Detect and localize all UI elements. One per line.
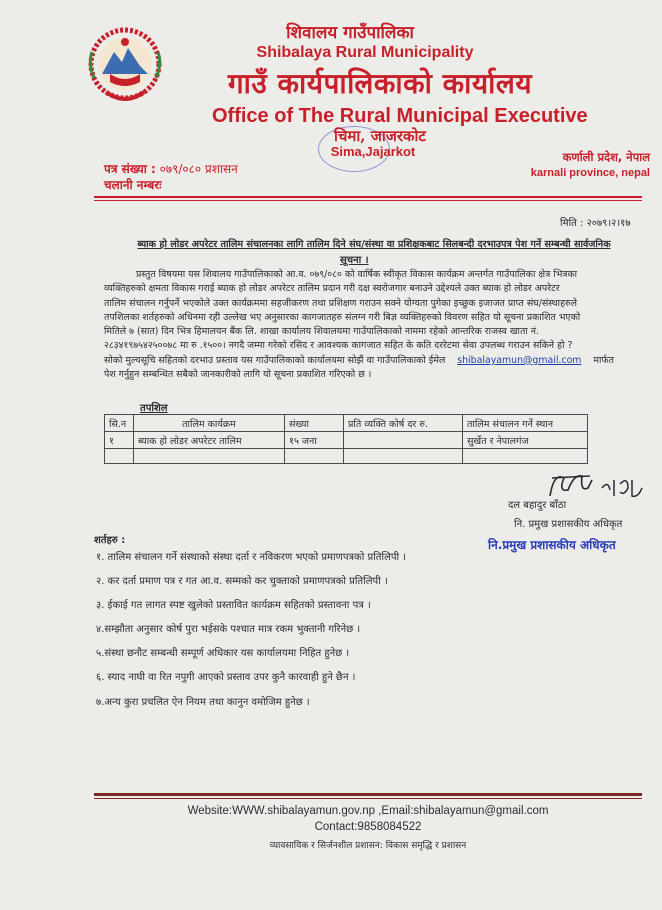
table-cell	[463, 449, 588, 464]
table-cell	[344, 432, 463, 449]
letter-number	[104, 160, 238, 177]
dispatch-number-label: चलानी नम्बरः	[104, 178, 162, 192]
table-header: प्रति व्यक्ति कोर्ष दर रु.	[344, 415, 463, 432]
signatory-title: नि. प्रमुख प्रशासकीय अधिकृत	[514, 519, 623, 530]
table-header: तालिम कार्यक्रम	[134, 415, 285, 432]
body-line-tail: मार्फत	[593, 354, 614, 366]
table-cell	[105, 449, 134, 464]
office-name-np: गाउँ कार्यपालिकाको कार्यालय	[227, 67, 533, 100]
table-row	[105, 432, 588, 449]
designation-stamp: नि.प्रमुख प्रशासकीय अधिकृत	[488, 538, 616, 552]
body-line: व्यक्तिहरुको क्षमता विकास गराई ब्याक हो लोडर अपरेटर तालिम प्रदान गरी दक्ष स्वरोजगार बनाउने उद्देश्यले उक्त ब्याक हो लोडर अपरेटर	[104, 283, 560, 295]
table-cell: १५ जना	[285, 432, 344, 449]
footer-divider	[94, 793, 642, 796]
table-cell: सुर्खेत र नेपालगंज	[463, 432, 588, 449]
footer-divider-thin	[94, 798, 642, 799]
table-header-row	[105, 415, 588, 432]
details-heading: तपशिल	[140, 403, 168, 414]
body-line: तपशिलका शर्तहरुको अधिनमा रही उल्लेख भए अनुसारका कागजातहरु संलग्न गरी बिज्ञ व्यक्तिहरुको विवरण सहित यो सूचना प्रकाशित भएको	[104, 311, 581, 323]
list-item: ४.सम्झौता अनुसार कोर्ष पुरा भईसके पश्चात मात्र रकम भुक्तानी गरिनेछ ।	[96, 624, 361, 636]
table-cell: ब्याक हो लोडर अपरेटर तालिम	[134, 432, 285, 449]
notice-heading: सूचना ।	[340, 255, 369, 266]
terms-heading: शर्तहरु :	[94, 535, 126, 546]
list-item: २. कर दर्ता प्रमाण पत्र र गत आ.व. सम्मको कर चुक्ताको प्रमाणपत्रको प्रतिलिपी ।	[96, 576, 388, 588]
notice-subject: ब्याक हो लोडर अपरेटर तालिम संचालनका लागि तालिम दिने संघ/संस्था वा प्रशिक्षकबाट सिलबन्दी दरभाउपत्र पेश गर्ने सम्बन्धी सार्वजनिक	[137, 239, 611, 250]
signatory-name: दल बहादुर बाँठा	[508, 500, 567, 511]
body-line: तालिम संचालन गर्नुपर्ने भएकोले उक्त कार्यक्रममा सहजीकरण तथा प्रशिक्षण गराउन सक्ने योग्यता पुगेका इच्छुक इजाजत प्राप्त संघ/संस्थाहरुले	[104, 297, 578, 309]
body-line: पेश गर्नुहुन सम्बन्धित सबैको जानकारीको लागि यो सूचना प्रकाशित गरिएको छ ।	[104, 369, 372, 381]
body-line: मितिले ७ (सात) दिन भित्र हिमालयन बैंक लि. शाखा कार्यालय शिवालयमा गाउँपालिकाको नाममा रहेको आन्तरिक राजस्व खाता नं.	[104, 326, 539, 338]
header-divider-thin	[94, 200, 642, 201]
footer-contact: Contact:9858084522	[314, 821, 422, 833]
list-item: ३. ईकाई गत लागत स्पष्ट खुलेको प्रस्तावित कार्यक्रम सहितको प्रस्तावना पत्र ।	[96, 600, 371, 612]
table-header: तालिम संचालन गर्ने स्थान	[463, 415, 588, 432]
place-en: Sima,Jajarkot	[330, 144, 416, 159]
footer-website: Website:WWW.shibalayamun.gov.np ,Email:shibalayamun@gmail.com	[187, 805, 549, 817]
province-np: कर्णाली प्रदेश, नेपाल	[562, 150, 650, 164]
province-block	[520, 149, 650, 181]
email-link[interactable]: shibalayamun@gmail.com	[457, 354, 582, 366]
office-name-en: Office of The Rural Municipal Executive	[212, 105, 588, 127]
notice-body	[104, 268, 644, 382]
municipality-name-np: शिवालय गाउँपालिका	[286, 23, 414, 43]
table-cell	[134, 449, 285, 464]
list-item: १. तालिम संचालन गर्ने संस्थाको संस्था दर्ता र नविकरण भएको प्रमाणपत्रको प्रतिलिपी ।	[96, 552, 407, 563]
table-cell	[285, 449, 344, 464]
letter-number-label: पत्र संख्या :	[104, 162, 156, 176]
table-header: सि.न	[105, 415, 134, 432]
body-line-email	[104, 354, 644, 368]
table-header: संख्या	[285, 415, 344, 432]
terms-list	[96, 548, 406, 717]
letter-date: मिति : २०७९।२।१७	[560, 218, 631, 229]
list-item: ६. स्याद नाघी वा रित नपुगी आएको प्रस्ताव उपर कुनै कारवाही हुने छैन ।	[96, 672, 356, 684]
body-line: सोको मुल्यसूचि सहितको दरभाउ प्रस्ताव यस गाउँपालिकाको कार्यालयमा सोझैं वा गाउँपालिकाको ईमेल	[104, 354, 446, 366]
nepal-emblem-icon	[84, 22, 166, 110]
body-line: २८३४१९७५४२५००७८ मा रु .१५००। नगदै जम्मा गरेको रसिद र आवश्यक कागजात सहित के कति दररेटमा सेवा उपलब्ध गराउन सकिने हो ?	[104, 340, 573, 352]
place-np: चिमा, जाजरकोट	[334, 127, 426, 145]
list-item: ५.संस्था छनौट सम्बन्धी सम्पूर्ण अधिकार यस कार्यालयमा निहित हुनेछ ।	[96, 648, 350, 660]
training-table	[104, 414, 588, 464]
letter-number-value: ०७९/०८० प्रशासन	[159, 162, 238, 176]
table-cell	[344, 449, 463, 464]
municipality-name-en: Shibalaya Rural Municipality	[256, 44, 474, 61]
province-en: karnali province, nepal	[530, 167, 650, 179]
table-cell: १	[105, 432, 134, 449]
footer-tagline: व्यावसायिक र सिर्जनशील प्रशासन: विकास समृद्धि र प्रशासन	[269, 841, 467, 851]
body-line: प्रस्तुत विषयमा यस शिवालय गाउँपालिकाको आ.व. ०७९/०८० को वार्षिक स्वीकृत विकास कार्यक्रम अन्तर्गत गाउँपालिका क्षेत्र भित्रका	[136, 269, 578, 280]
table-row-empty	[105, 449, 588, 464]
header-divider	[94, 196, 642, 198]
list-item: ७.अन्य कुरा प्रचलित ऐन नियम तथा कानुन वमोजिम हुनेछ ।	[96, 696, 310, 708]
